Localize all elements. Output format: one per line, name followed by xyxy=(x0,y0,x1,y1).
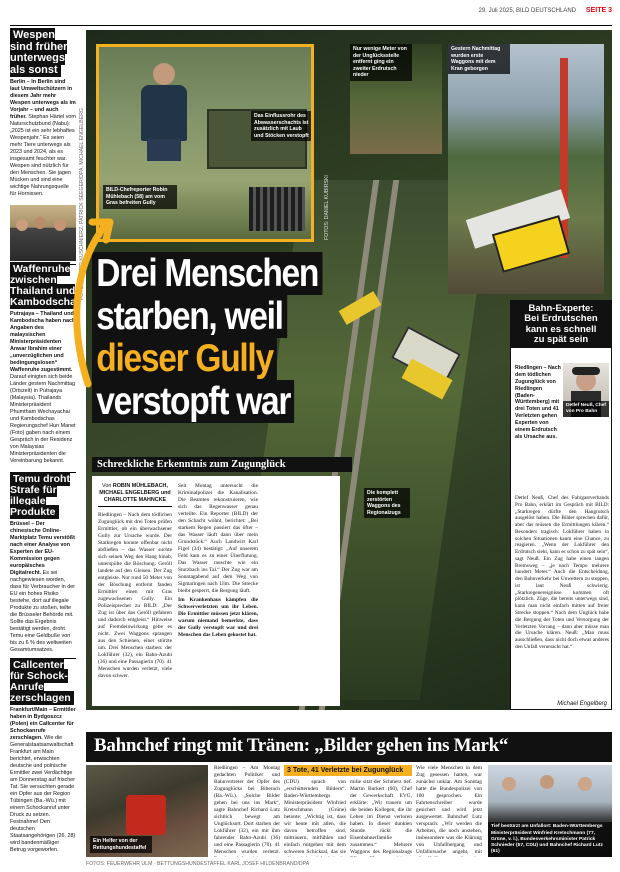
expert-head-1: Bahn-Experte: xyxy=(528,303,594,314)
expert-head-2: Bei Erdrutschen xyxy=(524,313,598,325)
arrow-icon xyxy=(66,218,126,388)
caption-erdrutsch: Nur wenige Meter von der Unglücksstelle entfernt ging ein zweiter Erdrutsch nieder xyxy=(350,44,412,81)
temu-body: Es sei nachgewiesen worden, dass für Verbraucher in der EU ein hohes Risiko bestehe, dort auf illegale Produkte zu stoßen, teilte die Brüsseler Behörde mit. Sollte das Ergebnis bestätigt werden, droht Temu eine Geldbuße von bis zu 6 % des weltweiten Gesamtumsatzes. xyxy=(10,570,76,654)
rescue-photo xyxy=(86,765,208,857)
caption-gully: BILD-Chefreporter Robin Mühlebach (58) am vom Gras befreiten Gully xyxy=(103,185,177,209)
headline-line-3: dieser Gully xyxy=(92,337,277,380)
waffen-location: Putrajaya xyxy=(10,311,35,318)
bottom-col-2: (CDU) sprach von „erschütternden Bildern“. Baden-Württembergs Ministerpräsident Winfried Kretschmann (Grüne) betonte: „Wichtig ist, dass wir heute mit allen, die davon betroffen sind, mittrauern, mitfühlen und einfach mitgehen mit dem schweren Schicksal, das sie xyxy=(284,779,346,856)
main-headline xyxy=(92,254,402,422)
article-col-2-text: Seit Montag untersucht die Kriminalpolizei die Kanalisation. Die Beamten rekonstruieren, wie sich das Regenwasser genau verteilte. Ein Reporter (BILD) der den Schacht wohnt, berichtet: „Bei starkem Regen passiert das öfter – das Wasser läuft dann über mein Grundstück.“ Auch Landwirt Karl Figel (34) bestätigt: „Auf unserem Feld kam es zu einer Überflutung. Das Wasser rauschte wie ein Sturzbach ins Tal.“ Der Zug war am Sonntagabend auf dem Weg von Sigmaringen nach Ulm. Die Strecke bleibt gesperrt, die Bergung läuft. xyxy=(178,483,258,595)
waffen-body: Darauf einigten sich beide Länder gestern Nachmittag (Ortszeit) in Putrajaya (Malaysia). Thailands Ministerpräsident Phumtham Wechayachai und Kambodschas Regierungschef Hun Manet (Foto) gaben nach einem Gespräch in der Residenz von Malaysias Ministerpräsidenten die Vereinbarung bekannt. xyxy=(10,374,76,465)
header-date: 29. Juli 2025, BILD DEUTSCHLAND xyxy=(478,8,576,14)
subhead: Schreckliche Erkenntnis zum Zugunglück xyxy=(92,457,352,472)
wespen-body: Stephan Härtel vom Naturschutzbund (Nabu): „2025 ist ein sehr lebhaftes Wespenjahr.“ Es seien mehr Tiere unterwegs als 2023 und 2024, als es insgesamt feuchter war. Wespen sind nützlich für den Menschen. Sie jagen Mücken und sind eine wichtige Nahrungsquelle für Hornissen. xyxy=(10,114,76,198)
wespen-headline: Wespen sind früher unterwegs als sonst xyxy=(10,29,68,76)
bottom-col-3: milie sitzt der Schmerz tief. Martin Burkert (60), Chef der Gewerkschaft EVG, erklärte: „Wir trauern um die beiden Kollegen, die ihr Leben im Dienst verloren haben. In dieser dunklen Stunde rückt die Eisenbahnerfamilie zusammen.“ Mehrere Waggons des Regionalzugs xyxy=(350,779,412,856)
waffen-lead: – Thailand und Kambodscha haben nach Angaben des malaysischen Ministerpräsidenten Anwar Ibrahim einer „unverzüglichen und bedingungslosen“ Waffenruhe zugestimmt. xyxy=(10,311,76,374)
bottom-col-4: Wie viele Menschen in dem Zug gesessen hatten, war zunächst unklar. Am Sonntag hatte die Bundespolizei von 100 gesprochen. Ein Fahrtenschreiber wurde gesichert und wird jetzt ausgewertet. Bahnchef Lutz versprach: „Wir werden die Arbeiten, die noch anstehen, insbesondere was die Klärung von Unfallhergang und Unfallursache angeht, mit xyxy=(416,765,482,856)
byline-names: ROBIN MÜHLEBACH, MICHAEL ENGELBERG und CHARLOTTE MAHNCKE xyxy=(99,483,171,504)
erdrutsch-photo xyxy=(350,44,442,154)
bottom-headline-bar xyxy=(86,732,612,762)
temu-lead: – Der chinesische Online-Marktplatz Temu verstößt nach einer Analyse von Experten der EU-Kommission gegen europäisches Digitalrecht. xyxy=(10,521,75,577)
caption-schacht: Das Einflussrohr des Abwasserschachts ist zusätzlich mit Laub und Stöcken verstopft xyxy=(251,111,313,141)
headline-line-2: starben, weil xyxy=(92,295,287,338)
expert-body: Detlef Neuß, Chef des Fahrgastverbands Pro Bahn, erklärt im Gespräch mit BILD: „Starkregen dürfte den Hangrutsch ausgelöst haben. Die Bilder sprechen dafür, aber das müssen die Ermittlungen klären.“ Besonders tragisch: Lokführer haben in solchen Situationen kaum eine Chance, zu reagieren. „Wenn der Lokführer den Erdrutsch sieht, kann es schon zu spät sein“, sagt Neuß. Ein Zug habe einen langen Bremsweg – „je nach Tempo mehrere hundert Meter.“ Auch die Entscheidung, den Bahnverkehr bei Unwettern zu stoppen, ist laut Neuß schwierig. „Starkregenereignisse kommen oft plötzlich. Züge, die bereits unterwegs sind, kann man nicht einfach mitten auf freier Strecke stoppen.“ Nach dem Unglück habe die Bergung der Toten und Versorgung der Verletzten Vorrang – dann aber müsse man die Ursache klären. Neuß: „Man muss ausschließen, dass nicht doch etwas anderes den Unfall verursacht hat.“ xyxy=(515,495,609,650)
caption-rescue: Ein Helfer von der Rettungshundestaffel xyxy=(90,836,152,853)
sidebar-wespen xyxy=(10,30,76,198)
gully-photo xyxy=(96,44,314,242)
byline-prefix: Von xyxy=(102,483,112,489)
waffen-headline: Waffenruhe zwischen Thailand und Kambodscha xyxy=(10,262,79,309)
callcenter-lead: – Ermittler haben in Bydgoszcz (Polen) ein Callcenter für Schockanrufe zerschlagen. xyxy=(10,707,76,742)
sidebar-callcenter xyxy=(10,660,76,854)
callcenter-body: Wie die Generalstaatsanwaltschaft Frankfurt am Main berichtet, erwischten deutsche und polnische Ermittler zwei Verdächtige am Donnerstag auf frischer Tat. Sie versuchten gerade ein Opfer aus der Region Tübingen (Ba.-Wü.) mit einem Schockanruf unter Druck zu setzen. Festnahme! Den deutschen Staatsangehörigen (26, 28) wird bandenmäßiger Betrug vorgeworfen. xyxy=(10,735,76,854)
photo-credit-vertical: FOTOS: PETER KUSCHNIERZ, PATRICK SEEGER/DPA, MICHAEL ENGELBERG xyxy=(79,108,85,300)
footer-credit: FOTOS: FEUERWEHR ULM · BETTUNGSHUNDESTAFFEL KARL JOSEF HILDENBRAND/DPA xyxy=(86,861,310,867)
wespen-location: Berlin xyxy=(10,79,26,86)
article-col-1: Riedlingen – Nach dem tödlichen Zugunglück mit drei Toten prüfen Ermittler, ob ein überwachsener Gully zur Ursache wurde. Der Starkregen konnte offenbar nicht abfließen – das Wasser suchte sich seinen Weg den Hang hinab, unterspülte die Böschung. Geröll landete auf den Gleisen. Der Zug entgleiste. Nur rund 50 Meter von der Böschung entfernt fanden Ermittler einen mit Gras zugewachsenen Gully. Ein Polizeisprecher zu BILD: „Der Zug ist über das Geröll gefahren und dadurch entgleist.“ Hinweise auf Fremdeinwirkung gebe es nicht. Zwei Waggons sprangen aus den Schienen, einer stürzte um. Drei Menschen starben: der Lokführer (32), ein Bahn-Azubi (36) und eine Passagierin (70). 41 Menschen wurden verletzt, viele davon schwer. xyxy=(98,512,172,680)
expert-photo-caption: Detlef Neuß, Chef von Pro Bahn xyxy=(563,401,609,417)
headline-line-4: verstopft war xyxy=(92,380,294,423)
expert-headline xyxy=(511,301,611,348)
expert-head-4: zu spät sein xyxy=(533,333,589,345)
article-col-2-bold: Im Krankenhaus kämpfen die Schwerverletzten um ihr Leben. Die Ermittler müssen jetzt klären, warum niemand bemerkte, dass der Gully verstopft war und drei Menschen das Leben gekostet hat. xyxy=(178,597,258,639)
photo-credit-vertical-2: FOTOS: DANIEL KUBIRSKI xyxy=(324,175,330,240)
expert-lead: Riedlingen – Nach dem tödlichen Zugunglück von Riedlingen (Baden-Württemberg) mit drei Toten und 41 Verletzten gehen Experten von einem Erdrutsch als Ursache aus. xyxy=(515,365,561,440)
temu-location: Brüssel xyxy=(10,521,30,528)
expert-box xyxy=(510,300,612,710)
article-col-2 xyxy=(178,483,258,639)
sidebar-temu xyxy=(10,474,76,654)
stat-badge: 3 Tote, 41 Verletzte bei Zugunglück xyxy=(284,765,412,776)
caption-politicians: Tief bestürzt am Unfallort: Baden-Württembergs Ministerpräsident Winfried Kretschmann (77, Grüne, v. l.), Bundesverkehrsminister Patrick Schnieder (57, CDU) und Bahnchef Richard Lutz (61) xyxy=(488,822,612,857)
expert-author: Michael Engelberg xyxy=(557,701,607,707)
article-panel xyxy=(92,476,340,706)
temu-headline: Temu droht Strafe für illegale Produkte xyxy=(10,473,70,519)
headline-line-1: Drei Menschen xyxy=(92,252,322,295)
callcenter-location: Frankfurt/Main xyxy=(10,707,48,714)
wespen-lead: – In Berlin sind laut Umweltschützern in diesem Jahr mehr Wespen unterwegs als im Vorjahr – und auch früher. xyxy=(10,79,76,121)
expert-photo xyxy=(563,363,609,417)
page-number: SEITE 3 xyxy=(585,7,612,14)
bottom-headline: Bahnchef ringt mit Tränen: „Bilder gehen ins Mark“ xyxy=(94,735,509,756)
byline xyxy=(98,483,172,507)
page-header xyxy=(0,6,620,20)
crane-photo xyxy=(448,44,604,294)
header-rule xyxy=(10,25,612,26)
politicians-visit-photo xyxy=(488,765,612,857)
caption-zerstoert: Die komplett zerstörten Waggons des Regionalzugs xyxy=(364,488,410,518)
callcenter-headline: Callcenter für Schock-Anrufe zerschlagen xyxy=(10,658,74,705)
bottom-col-1: Riedlingen – Am Montag gedachten Politiker und Bahnvertreter der Opfer des Zugunglücks bei Biberach (Ba.-Wü.). „Solche Bilder gehen bei uns ins Mark“, sagte Bahnchef Richard Lutz sichtlich bewegt am Unglücksort. Dort starben der Lokführer (32), ein mit ihm fahrender Bahn-Azubi (36) und eine Passagierin (70). 41 Menschen wurden verletzt. xyxy=(214,765,280,856)
expert-head-3: kann es schnell xyxy=(525,323,597,335)
caption-waggons: Gestern Nachmittag wurden erste Waggons mit dem Kran geborgen xyxy=(448,44,510,74)
